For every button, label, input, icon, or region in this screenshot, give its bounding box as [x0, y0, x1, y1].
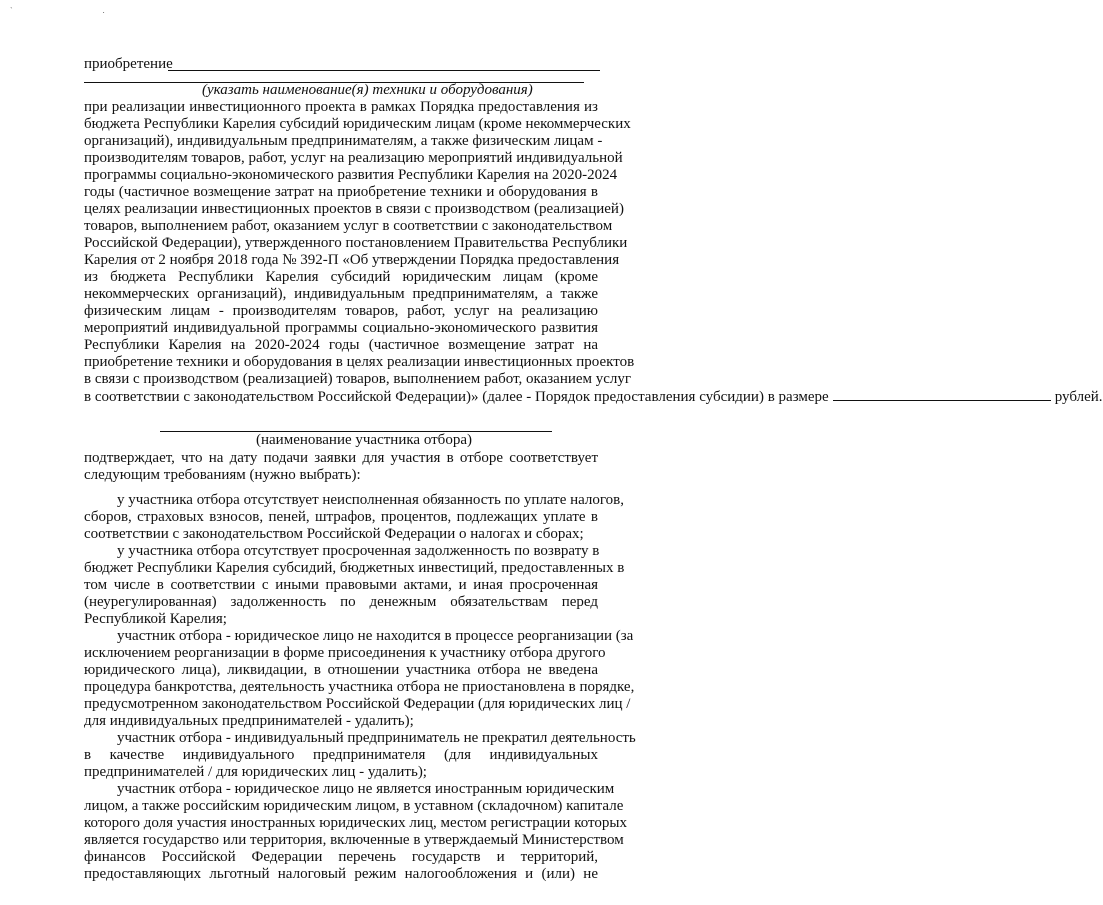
text-line: Российской Федерации), утвержденного постановлением Правительства Республики: [84, 235, 628, 251]
text-line: при реализации инвестиционного проекта в рамках Порядка предоставления из: [84, 99, 598, 115]
text-line: Республикой Карелия;: [84, 611, 227, 627]
text-line: лицом, а также российским юридическим лицом, в уставном (складочном) капитале: [84, 798, 624, 814]
text-line: является государство или территория, включенные в утверждаемый Министерством: [84, 832, 624, 848]
subsidy-amount-suffix: рублей.: [1054, 389, 1103, 405]
text-line: бюджет Республики Карелия субсидий, бюджетных инвестиций, предоставленных в: [84, 560, 625, 576]
text-line: которого доля участия иностранных юридических лиц, местом регистрации которых: [84, 815, 627, 831]
text-line: приобретение техники и оборудования в целях реализации инвестиционных проектов: [84, 354, 635, 370]
text-line: предпринимателей / для юридических лиц - удалить);: [84, 764, 427, 780]
text-line: сборов, страховых взносов, пеней, штрафов, процентов, подлежащих уплате в: [84, 509, 598, 525]
text-line: производителям товаров, работ, услуг на реализацию мероприятий индивидуальной: [84, 150, 623, 166]
text-line: в качестве индивидуального предпринимателя (для индивидуальных: [84, 747, 598, 763]
participant-caption: (наименование участника отбора): [256, 432, 472, 448]
text-line: некоммерческих организаций), индивидуальным предпринимателям, а также: [84, 286, 598, 302]
text-line: физическим лицам - производителям товаров, работ, услуг на реализацию: [84, 303, 598, 319]
text-line: предусмотренном законодательством Российской Федерации (для юридических лиц /: [84, 696, 631, 712]
text-line: предоставляющих льготный налоговый режим налогообложения и (или) не: [84, 866, 598, 882]
subsidy-amount-blank: [833, 388, 1051, 401]
text-line: для индивидуальных предпринимателей - удалить);: [84, 713, 414, 729]
text-line: процедура банкротства, деятельность участника отбора не приостановлена в порядке,: [84, 679, 635, 695]
equipment-caption: (указать наименование(я) техники и оборудования): [202, 82, 533, 98]
text-line: программы социально-экономического развития Республики Карелия на 2020-2024: [84, 167, 618, 183]
text-line: финансов Российской Федерации перечень государств и территорий,: [84, 849, 598, 865]
text-line: мероприятий индивидуальной программы социально-экономического развития: [84, 320, 598, 336]
text-line: соответствии с законодательством Российской Федерации о налогах и сборах;: [84, 526, 584, 542]
acquisition-label: приобретение: [84, 56, 173, 72]
text-line: том числе в соответствии с иными правовыми актами, и иная просроченная: [84, 577, 598, 593]
text-line: подтверждает, что на дату подачи заявки для участия в отборе соответствует: [84, 450, 598, 466]
text-line: исключением реорганизации в форме присоединения к участнику отбора другого: [84, 645, 606, 661]
text-line: в связи с производством (реализацией) товаров, выполнением работ, оказанием услуг: [84, 371, 632, 387]
text-line: целях реализации инвестиционных проектов в связи с производством (реализацией): [84, 201, 624, 217]
acquisition-blank-1: [168, 70, 600, 71]
subsidy-amount-line: [84, 388, 1103, 406]
text-line: (неурегулированная) задолженность по денежным обязательствам перед: [84, 594, 598, 610]
text-line: участник отбора - индивидуальный предприниматель не прекратил деятельность: [117, 730, 636, 746]
scan-artifacts: ` .: [10, 6, 149, 15]
text-line: у участника отбора отсутствует неисполненная обязанность по уплате налогов,: [117, 492, 625, 508]
text-line: юридического лица), ликвидации, в отношении участника отбора не введена: [84, 662, 598, 678]
text-line: годы (частичное возмещение затрат на приобретение техники и оборудования в: [84, 184, 598, 200]
text-line: участник отбора - юридическое лицо не является иностранным юридическим: [117, 781, 615, 797]
text-line: у участника отбора отсутствует просроченная задолженность по возврату в: [117, 543, 600, 559]
text-line: участник отбора - юридическое лицо не находится в процессе реорганизации (за: [117, 628, 634, 644]
text-line: Карелия от 2 ноября 2018 года № 392-П «Об утверждении Порядка предоставления: [84, 252, 620, 268]
text-line: из бюджета Республики Карелия субсидий юридическим лицам (кроме: [84, 269, 598, 285]
text-line: товаров, выполнением работ, оказанием услуг в соответствии с законодательством: [84, 218, 613, 234]
subsidy-amount-prefix: в соответствии с законодательством Российской Федерации)» (далее - Порядок предоставления субсидии) в размере: [84, 389, 829, 405]
text-line: бюджета Республики Карелия субсидий юридическим лицам (кроме некоммерческих: [84, 116, 631, 132]
text-line: Республики Карелия на 2020-2024 годы (частичное возмещение затрат на: [84, 337, 598, 353]
text-line: следующим требованиям (нужно выбрать):: [84, 467, 361, 483]
text-line: организаций), индивидуальным предпринимателям, а также физическим лицам -: [84, 133, 603, 149]
